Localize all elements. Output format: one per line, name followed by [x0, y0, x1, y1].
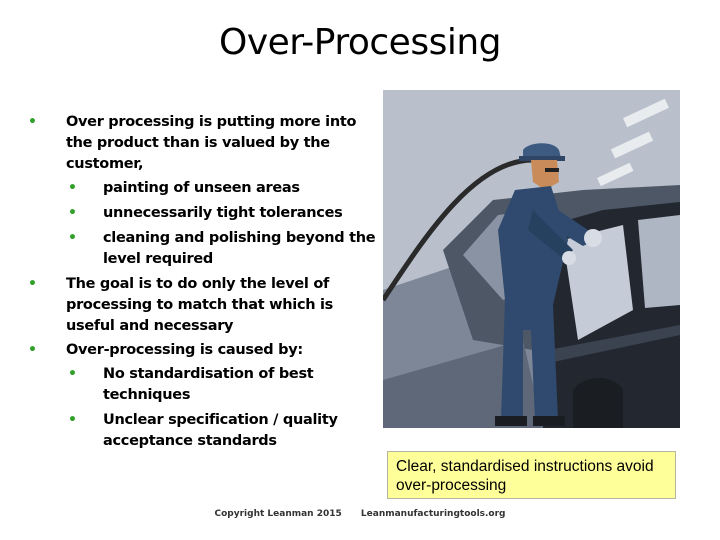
slide-title: Over-Processing	[218, 22, 501, 63]
copyright-text: Copyright Leanman 2015	[214, 509, 342, 519]
bullet-dot-icon: •	[68, 205, 77, 221]
callout-box: Clear, standardised instructions avoid over-processing	[387, 451, 676, 499]
footer	[0, 509, 720, 519]
bullet-text: The goal is to do only the level of processing to match that which is useful and necessary	[66, 276, 334, 334]
site-text: Leanmanufacturingtools.org	[360, 509, 506, 519]
sub-bullet-item	[26, 228, 376, 270]
sub-bullet-item	[26, 203, 376, 224]
bullet-dot-icon: •	[68, 180, 77, 196]
bullet-dot-icon: •	[68, 230, 77, 246]
bullet-text: Over-processing is caused by:	[66, 342, 303, 358]
sub-bullet-text: No standardisation of best techniques	[103, 366, 314, 403]
bullet-dot-icon: •	[68, 366, 77, 382]
bullet-item	[26, 112, 376, 175]
bullet-list	[26, 112, 376, 456]
bullet-dot-icon: •	[28, 276, 37, 292]
sub-bullet-text: painting of unseen areas	[103, 180, 300, 196]
worker-polishing-car-illustration	[383, 90, 680, 428]
sub-bullet-item	[26, 178, 376, 199]
sub-bullet-item	[26, 364, 376, 406]
sub-bullet-text: unnecessarily tight tolerances	[103, 205, 343, 221]
sub-bullet-text: cleaning and polishing beyond the level required	[103, 230, 376, 267]
bullet-item	[26, 340, 376, 361]
bullet-dot-icon: •	[28, 342, 37, 358]
bullet-text: Over processing is putting more into the product than is valued by the customer,	[66, 114, 357, 172]
sub-bullet-item	[26, 410, 376, 452]
sub-bullet-text: Unclear specification / quality acceptance standards	[103, 412, 338, 449]
bullet-dot-icon: •	[28, 114, 37, 130]
bullet-item	[26, 274, 376, 337]
bullet-dot-icon: •	[68, 412, 77, 428]
